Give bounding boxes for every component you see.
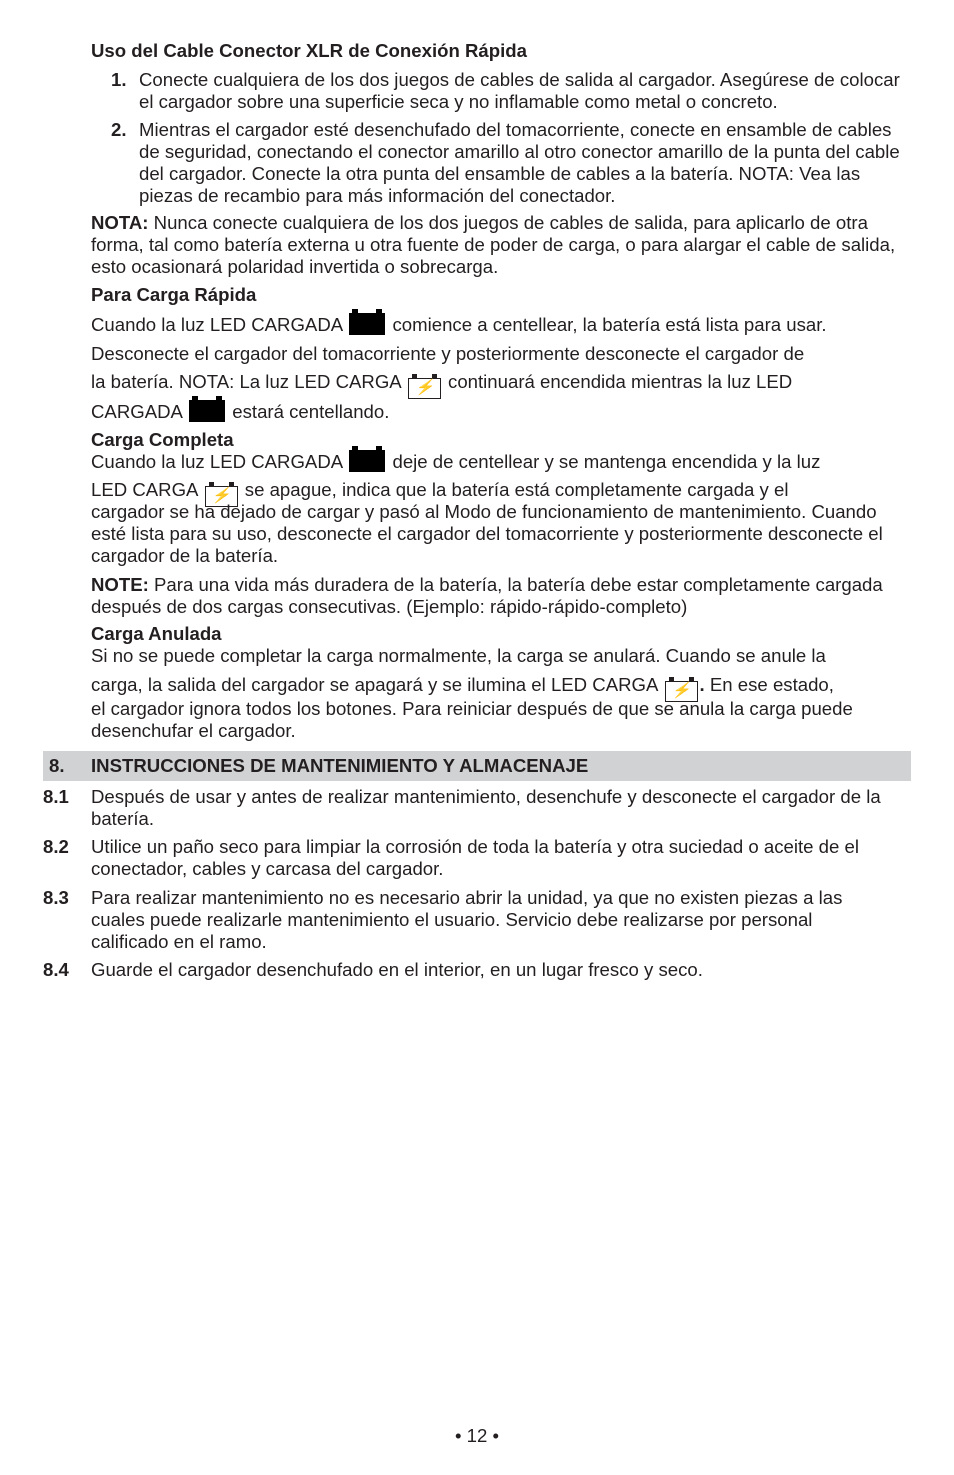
rapid-line-4 [91,400,389,423]
text-run: la batería. NOTA: La luz LED CARGA [91,371,401,392]
text-run: CARGADA [91,401,182,422]
section-8-item-2: Utilice un paño seco para limpiar la corrosión de toda la batería y otra suciedad o aceite de el conectador, cables y carcasa del cargador. [91,836,859,879]
section-8-item-1: Después de usar y antes de realizar mantenimiento, desenchufe y desconecte el cargador de la batería. [91,786,881,829]
item-number: 8.1 [43,786,69,807]
battery-charging-icon [408,378,441,399]
rapid-line-2: Desconecte el cargador del tomacorriente y posteriormente desconecte el cargador de [91,343,805,364]
complete-heading: Carga Completa [91,429,234,450]
section-8-item-4: Guarde el cargador desenchufado en el interior, en un lugar fresco y seco. [91,959,703,980]
battery-charged-icon [349,313,385,335]
aborted-line-1: Si no se puede completar la carga normalmente, la carga se anulará. Cuando se anule la [91,645,826,666]
text-run: En ese estado, [704,674,834,695]
item-number: 2. [111,119,127,140]
note-2 [91,574,911,618]
section-8-header [43,751,911,781]
section-8-item-3: Para realizar mantenimiento no es necesario abrir la unidad, ya que no existen piezas a las cuales puede realizarle mantenimiento el usuario. Servicio debe realizarse por personal calificado en el ramo. [91,887,843,952]
note-label: NOTE: [91,574,149,595]
item-number: 1. [111,69,127,90]
xlr-note [91,212,911,278]
rapid-heading: Para Carga Rápida [91,284,257,305]
note-text: Nunca conecte cualquiera de los dos juegos de cables de salida, para aplicarlo de otra forma, tal como batería externa u otra fuente de poder de carga, o para alargar el cable de salida, esto ocasionará polaridad invertida o sobrecarga. [91,212,896,277]
text-run: Cuando la luz LED CARGADA [91,451,343,472]
text-run: estará centellando. [232,401,390,422]
text-run: carga, la salida del cargador se apagará y se ilumina el LED CARGA [91,674,658,695]
item-number: 8.3 [43,887,69,908]
text-run: deje de centellear y se mantenga encendida y la luz [392,451,821,472]
text-run: comience a centellear, la batería está lista para usar. [392,314,827,335]
aborted-rest: el cargador ignora todos los botones. Para reiniciar después de que se anula la carga puede desenchufar el cargador. [91,698,853,741]
rapid-line-3 [91,371,792,399]
text-run: Cuando la luz LED CARGADA [91,314,343,335]
section-number: 8. [49,755,65,776]
note-label: NOTA: [91,212,149,233]
aborted-heading: Carga Anulada [91,623,222,644]
note-text: Para una vida más duradera de la batería, la batería debe estar completamente cargada después de dos cargas consecutivas. (Ejemplo: rápido-rápido-completo) [91,574,883,617]
item-number: 8.2 [43,836,69,857]
xlr-item-2: Mientras el cargador esté desenchufado del tomacorriente, conecte en ensamble de cables de seguridad, conectando el conector amarillo al otro conector amarillo de la punta del cable del cargador. Conecte la otra punta del ensamble de cables a la batería. NOTA: Vea las piezas de recambio para más información del conectador. [139,119,900,206]
rapid-line-1 [91,313,827,336]
xlr-heading: Uso del Cable Conector XLR de Conexión Rápida [91,40,527,61]
complete-rest: cargador se ha dejado de cargar y pasó al Modo de funcionamiento de mantenimiento. Cuando esté lista para su uso, desconecte el cargador del tomacorriente y posteriormente desconecte el cargador de la batería. [91,501,883,566]
battery-charged-icon [349,450,385,472]
text-run: LED CARGA [91,479,198,500]
item-number: 8.4 [43,959,69,980]
bolt-icon: ⚡ [671,682,691,699]
bolt-icon: ⚡ [211,487,231,504]
xlr-item-1: Conecte cualquiera de los dos juegos de cables de salida al cargador. Asegúrese de colocar el cargador sobre una superficie seca y no inflamable como metal o concreto. [139,69,900,112]
complete-line-1 [91,450,820,473]
bolt-icon: ⚡ [415,379,434,396]
page-number: • 12 • [454,1425,500,1446]
battery-charged-icon [189,400,225,422]
text-run: continuará encendida mientras la luz LED [448,371,793,392]
text-run: . [699,674,705,695]
text-run: se apague, indica que la batería está completamente cargada y el [244,479,789,500]
section-title: INSTRUCCIONES DE MANTENIMIENTO Y ALMACENAJE [91,755,589,776]
